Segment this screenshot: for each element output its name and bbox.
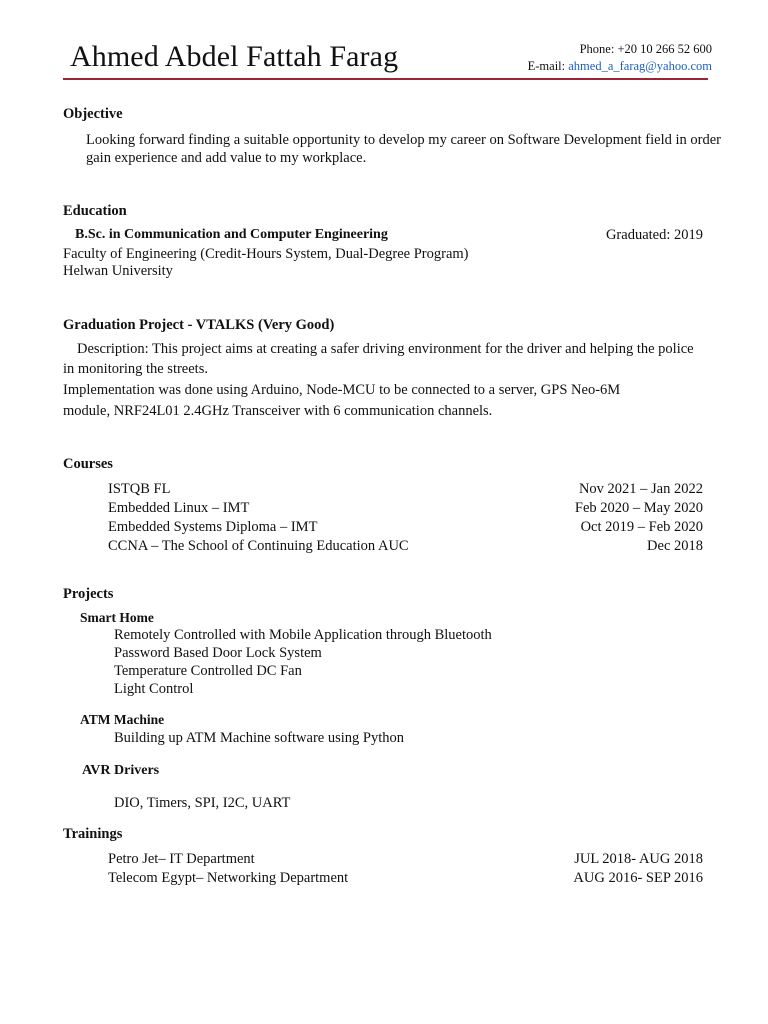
- graduation-project-line2: in monitoring the streets.: [63, 361, 208, 377]
- graduation-project-line1: Description: This project aims at creating a safer driving environment for the driver and helping the police: [77, 341, 694, 357]
- education-degree: B.Sc. in Communication and Computer Engineering: [75, 227, 388, 242]
- project-smart-home-title: Smart Home: [80, 610, 154, 625]
- project-avr-title: AVR Drivers: [82, 763, 160, 778]
- graduation-project-line3: Implementation was done using Arduino, Node-MCU to be connected to a server, GPS Neo-6M: [63, 382, 621, 398]
- phone-number: Phone: +20 10 266 52 600: [579, 42, 712, 56]
- objective-heading: Objective: [63, 106, 123, 122]
- project-item: DIO, Timers, SPI, I2C, UART: [114, 795, 291, 811]
- course-name: Embedded Linux – IMT: [108, 500, 250, 516]
- course-name: Embedded Systems Diploma – IMT: [108, 519, 318, 535]
- education-heading: Education: [63, 203, 127, 219]
- course-date: Nov 2021 – Jan 2022: [578, 481, 703, 497]
- project-item: Light Control: [114, 681, 194, 697]
- training-name: Telecom Egypt– Networking Department: [108, 870, 349, 886]
- candidate-name: Ahmed Abdel Fattah Farag: [70, 40, 399, 73]
- graduation-project-heading: Graduation Project - VTALKS (Very Good): [63, 317, 335, 333]
- course-date: Dec 2018: [647, 538, 703, 554]
- objective-text-line1: Looking forward finding a suitable opportunity to develop my career on Software Development field in order: [86, 132, 721, 148]
- project-atm-title: ATM Machine: [80, 712, 165, 727]
- courses-heading: Courses: [63, 456, 113, 472]
- education-university: Helwan University: [63, 263, 173, 279]
- training-date: AUG 2016- SEP 2016: [573, 870, 703, 886]
- project-item: Building up ATM Machine software using Python: [114, 730, 404, 746]
- graduation-project-line4: module, NRF24L01 2.4GHz Transceiver with 6 communication channels.: [63, 403, 493, 419]
- education-faculty: Faculty of Engineering (Credit-Hours System, Dual-Degree Program): [63, 246, 469, 262]
- trainings-heading: Trainings: [63, 826, 123, 842]
- objective-text-line2: gain experience and add value to my workplace.: [86, 150, 367, 166]
- email-line: [528, 59, 712, 74]
- project-item: Remotely Controlled with Mobile Application through Bluetooth: [114, 627, 492, 643]
- projects-heading: Projects: [63, 586, 114, 602]
- course-date: Feb 2020 – May 2020: [574, 500, 703, 516]
- training-name: Petro Jet– IT Department: [108, 851, 255, 867]
- email-label: E-mail:: [527, 59, 569, 73]
- education-graduated: Graduated: 2019: [605, 227, 703, 243]
- training-date: JUL 2018- AUG 2018: [574, 851, 703, 867]
- course-date: Oct 2019 – Feb 2020: [580, 519, 703, 535]
- header-divider: [63, 78, 708, 80]
- project-item: Temperature Controlled DC Fan: [114, 663, 302, 679]
- email-link[interactable]: ahmed_a_farag@yahoo.com: [568, 59, 712, 73]
- project-item: Password Based Door Lock System: [114, 645, 322, 661]
- course-name: ISTQB FL: [108, 481, 171, 497]
- course-name: CCNA – The School of Continuing Education AUC: [108, 538, 409, 554]
